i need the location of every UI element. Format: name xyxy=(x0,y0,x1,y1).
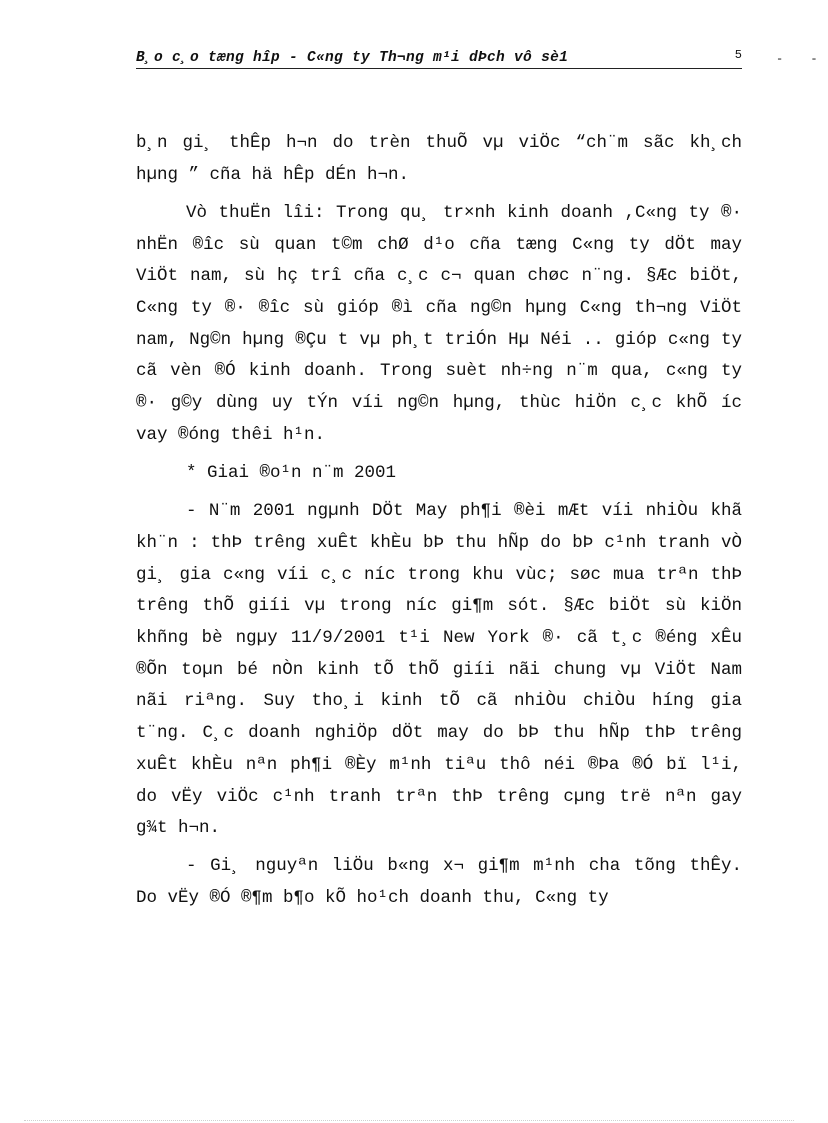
page-header xyxy=(136,48,742,69)
paragraph-1: b¸n gi¸ thÊp h¬n do trèn thuÕ vµ viÖc “ch¨m sãc kh¸ch hµng ” cña hä hÊp dÉn h¬n. xyxy=(136,133,742,185)
paragraph-4: - N¨m 2001 ngµnh DÖt May ph¶i ®èi mÆt víi nhiÒu khã kh¨n : thÞ trêng xuÊt khÈu bÞ thu hÑp do bÞ c¹nh tranh vÒ gi¸ gia c«ng víi c¸c níc trong khu vùc; søc mua trªn thÞ trêng thÕ giíi vµ trong níc gi¶m sót. §Æc biÖt sù kiÖn khñng bè ngµy 11/9/2001 t¹i New York ®· cã t¸c ®éng xÊu ®Õn toµn bé nÒn kinh tÕ thÕ giíi nãi chung vµ ViÖt Nam nãi riªng. Suy tho¸i kinh tÕ cã nhiÒu chiÒu híng gia t¨ng. C¸c doanh nghiÖp dÖt may do bÞ thu hÑp thÞ trêng xuÊt khÈu nªn ph¶i ®Èy m¹nh tiªu thô néi ®Þa ®Ó bï l¹i, do vËy viÖc c¹nh tranh trªn thÞ trêng cµng trë nªn gay g¾t h¬n. xyxy=(136,501,742,839)
document-body xyxy=(136,128,742,921)
paragraph-2: Vò thuËn lîi: Trong qu¸ tr×nh kinh doanh ,C«ng ty ®· nhËn ®îc sù quan t©m chØ d¹o cña tæng C«ng ty dÖt may ViÖt nam, sù hç trî cña c¸c c¬ quan chøc n¨ng. §Æc biÖt, C«ng ty ®· ®îc sù gióp ®ì cña ng©n hµng C«ng th¬ng ViÖt nam, Ng©n hµng ®Çu t vµ ph¸t triÓn Hµ Néi .. gióp c«ng ty cã vèn ®Ó kinh doanh. Trong suèt nh÷ng n¨m qua, c«ng ty ®· g©y dùng uy tÝn víi ng©n hµng, thùc hiÖn c¸c khÕ íc vay ®óng thêi h¹n. xyxy=(136,202,742,445)
footer-divider xyxy=(24,1120,794,1121)
header-dashes: - - xyxy=(776,52,828,66)
paragraph-5: - Gi¸ nguyªn liÖu b«ng x¬ gi¶m m¹nh cha tõng thÊy. Do vËy ®Ó ®¶m b¶o kÕ ho¹ch doanh thu, C«ng ty xyxy=(136,856,742,909)
page-number: 5 xyxy=(734,48,742,62)
header-title: B¸o c¸o tæng hîp - C«ng ty Th¬ng m¹i dÞch vô sè1 xyxy=(136,50,569,66)
paragraph-3: * Giai ®o¹n n¨m 2001 xyxy=(186,463,397,484)
